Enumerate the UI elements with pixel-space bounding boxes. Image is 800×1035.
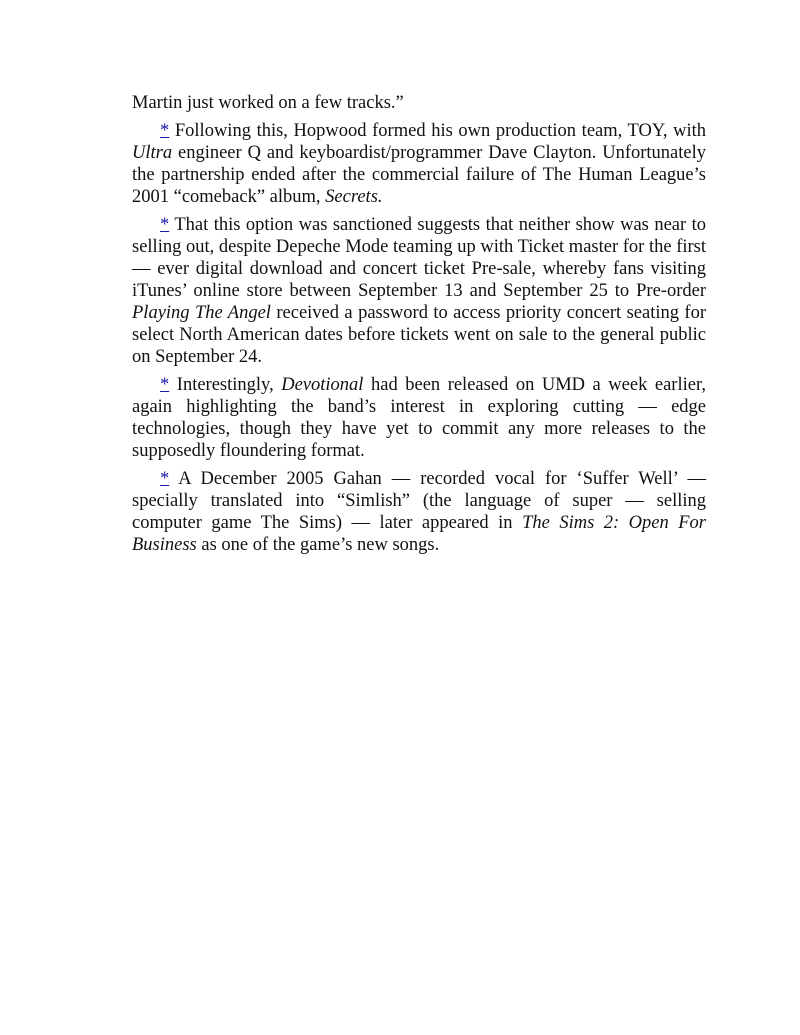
text-run: Following this, Hopwood formed his own production team, TOY, with xyxy=(169,121,706,141)
footnote-2 xyxy=(132,214,706,368)
italic-run: Playing The Angel xyxy=(132,303,271,323)
text-run: A December 2005 Gahan — recorded vocal for ‘Suffer Well’ — specially translated into “Simlish” (the language of super — selling computer game The Sims) — later appeared in xyxy=(132,469,706,533)
footnote-link[interactable]: * xyxy=(160,215,170,235)
text-run: Martin just worked on a few tracks.” xyxy=(132,93,404,113)
italic-run: Devotional xyxy=(281,375,364,395)
text-run: received a password to access priority concert seating for select North American dates before tickets went on sale to the general public on September 24. xyxy=(132,303,706,367)
footnote-link[interactable]: * xyxy=(160,469,170,489)
footnote-4 xyxy=(132,468,706,556)
footnote-link[interactable]: * xyxy=(160,375,170,395)
text-run: engineer Q and keyboardist/programmer Dave Clayton. Unfortunately the partnership ended after the commercial failure of The Human League’s 2001 “comeback” album, xyxy=(132,143,706,207)
footnote-link[interactable]: * xyxy=(160,121,170,141)
text-run: had been released on UMD a week earlier, again highlighting the band’s interest in exploring cutting — edge technologies, though they have yet to commit any more releases to the supposedly floundering format. xyxy=(132,375,706,461)
footnote-3 xyxy=(132,374,706,462)
text-run: Interestingly, xyxy=(169,375,282,395)
italic-run: Ultra xyxy=(132,143,173,163)
text-run: That this option was sanctioned suggests that neither show was near to selling out, despite Depeche Mode teaming up with Ticket master for the first — ever digital download and concert ticket Pre-sale, whereby fans visiting iTunes’ online store between September 13 and September 25 to Pre-order xyxy=(132,215,706,301)
footnote-1 xyxy=(132,120,706,208)
document-page xyxy=(132,92,706,562)
italic-run: The Sims 2: Open For Business xyxy=(132,513,706,555)
italic-run: Secrets. xyxy=(325,187,383,207)
text-run: as one of the game’s new songs. xyxy=(196,535,440,555)
paragraph-0 xyxy=(132,92,706,114)
